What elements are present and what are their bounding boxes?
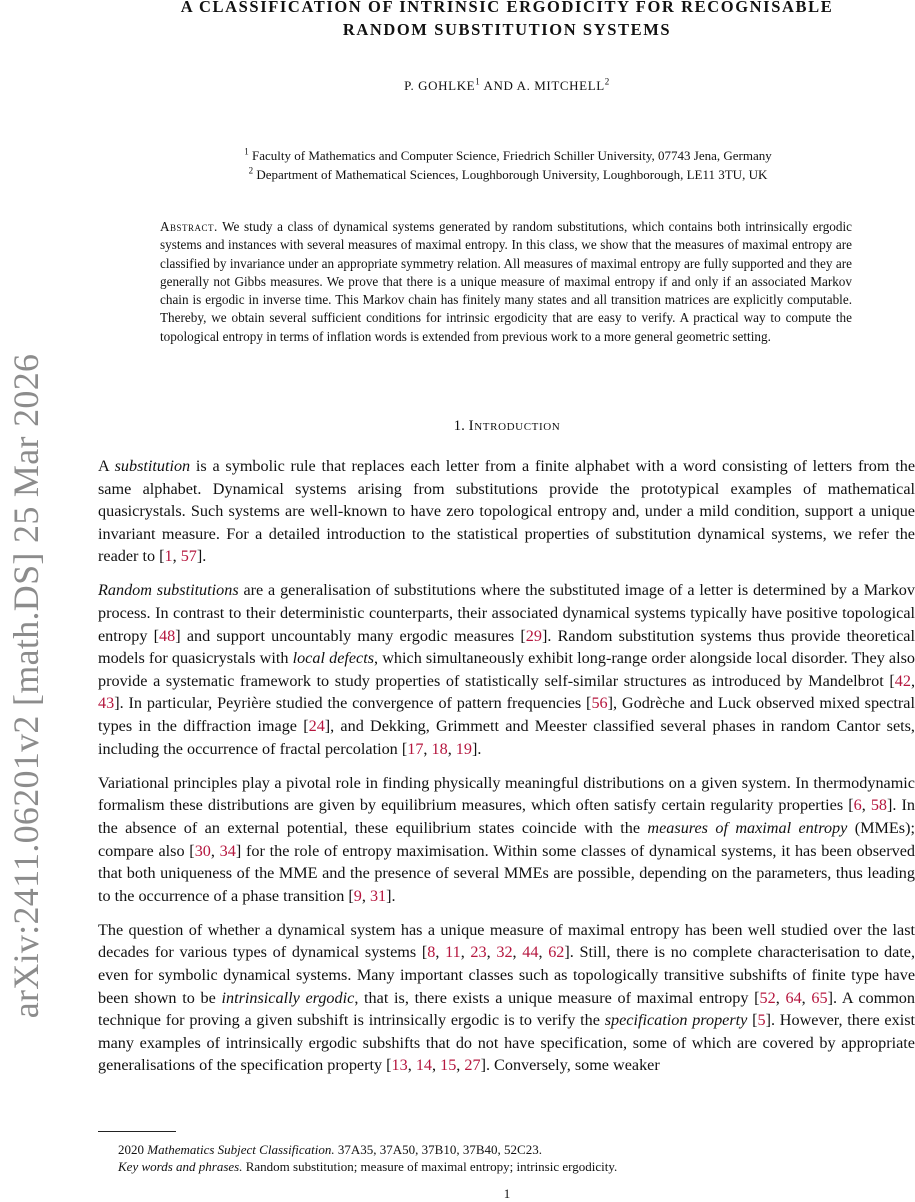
author-conjunction: AND — [483, 78, 514, 93]
text-run: is a symbolic rule that replaces each letter from a finite alphabet with a word consisting of letters from the same alphabet. Dynamical systems arising from substitutions provide the prototypical examples of mathematical quasicrystals. Such systems are well-known to have zero topological entropy and, under a mild condition, support a unique invariant measure. For a detailed introduction to the statistical properties of substitution dynamical systems, we refer the reader to [ — [98, 457, 915, 566]
body-text — [98, 455, 915, 1088]
paper-title — [98, 0, 915, 41]
text-run: ]. Conversely, some weaker — [480, 1056, 660, 1075]
text-run: are a generalisation of substitutions where the substituted image of a letter is determined by a Markov process. In contrast to their deterministic counterparts, their associated dynamical systems typically have positive topological entropy [ — [98, 581, 915, 645]
citation-link[interactable]: 15 — [440, 1056, 457, 1075]
text-run: The question of whether a dynamical system has a unique measure of maximal entropy has been well studied over the last decades for various types of dynamical systems [ — [98, 920, 915, 962]
citation-link[interactable]: 27 — [464, 1056, 481, 1075]
citation-link[interactable]: 58 — [870, 796, 888, 815]
citation-link[interactable]: 9 — [353, 886, 362, 905]
arxiv-side-stamp — [4, 236, 48, 1136]
footnote-rule — [98, 1131, 176, 1132]
citation-link[interactable]: 65 — [811, 988, 828, 1007]
author-2-affil-mark: 2 — [604, 76, 610, 87]
citation-link[interactable]: 57 — [180, 547, 197, 566]
citation-link[interactable]: 32 — [496, 943, 513, 962]
citation-link[interactable]: 17 — [407, 739, 424, 758]
msc-year: 2020 — [118, 1142, 144, 1157]
citation-link[interactable]: 13 — [391, 1056, 408, 1075]
citation-link[interactable]: 30 — [194, 841, 211, 860]
affiliation-2-mark: 2 — [248, 165, 254, 176]
affiliation-1-mark: 1 — [244, 146, 249, 157]
citation-link[interactable]: 44 — [522, 943, 539, 962]
text-run: [ — [747, 1011, 758, 1030]
text-run: ]. Random substitution systems thus provide theoretical models for quasicrystals with — [98, 626, 915, 668]
affiliation-2 — [168, 167, 848, 183]
section-title: Introduction — [468, 418, 561, 434]
keywords-label: Key words and phrases. — [118, 1159, 243, 1174]
citation-link[interactable]: 18 — [431, 739, 448, 758]
citation-link[interactable]: 5 — [757, 1011, 766, 1030]
citation-link[interactable]: 6 — [853, 796, 862, 815]
section-heading — [98, 418, 915, 435]
msc-label: Mathematics Subject Classification. — [147, 1142, 335, 1157]
paragraph-4: The question of whether a dynamical system has a unique measure of maximal entropy has been well studied over the last decades for various types of dynamical systems [8, 11, 23, 32, 44, 62]. Still, there is no complete characterisation to date, even for symbolic dynamical systems. Many important classes such as topologically transitive subshifts of finite type have been shown to be intrinsically ergodic, that is, there exists a unique measure of maximal entropy [52, 64, 65]. A common technique for proving a given subshift is intrinsically ergodic is to verify the specification property [5]. However, there exist many examples of intrinsically ergodic subshifts that do not have specification, some of which are covered by appropriate generalisations of the specification property [13, 14, 15, 27]. Conversely, some weaker — [98, 920, 915, 1075]
text-run: Variational principles play a pivotal role in finding physically meaningful distributions on a given system. In thermodynamic formalism these distributions are given by equilibrium measures, which often satisfy certain regularity properties [ — [98, 773, 915, 815]
text-run: ] for the role of entropy maximisation. Within some classes of dynamical systems, it has been observed that both uniqueness of the MME and the presence of several MMEs are possible, depending on the parameters, thus leading to the occurrence of a phase transition [ — [98, 841, 915, 905]
text-run: ]. — [196, 547, 207, 566]
text-run: ]. A common technique for proving a given subshift is intrinsically ergodic is to verify the — [98, 988, 915, 1030]
citation-link[interactable]: 8 — [427, 943, 436, 962]
keywords-text: Random substitution; measure of maximal entropy; intrinsic ergodicity. — [245, 1159, 618, 1174]
text-run: ]. In the absence of an external potential, these equilibrium states coincide with the — [98, 796, 915, 837]
text-run: ]. — [471, 739, 482, 758]
citation-link[interactable]: 42 — [894, 671, 911, 690]
emphasis: intrinsically ergodic — [221, 988, 355, 1007]
msc-codes: 37A35, 37A50, 37B10, 37B40, 52C23. — [337, 1142, 542, 1157]
title-line-2: RANDOM SUBSTITUTION SYSTEMS — [342, 20, 672, 39]
citation-link[interactable]: 24 — [308, 717, 325, 736]
emphasis: substitution — [114, 457, 191, 475]
emphasis: Random substitutions — [98, 581, 239, 600]
emphasis: measures of maximal entropy — [647, 818, 848, 837]
paragraph-1: A substitution is a symbolic rule that replaces each letter from a finite alphabet with a word consisting of letters from the same alphabet. Dynamical systems arising from substitutions provide the prototypical examples of mathematical quasicrystals. Such systems are well-known to have zero topological entropy and, under a mild condition, support a unique invariant measure. For a detailed introduction to the statistical properties of substitution dynamical systems, we refer the reader to [1, 57]. — [98, 457, 915, 566]
footnote-keywords — [118, 1159, 617, 1175]
citation-link[interactable]: 31 — [369, 886, 387, 905]
text-run: , which simultaneously exhibit long-range order alongside local disorder. They also provide a systematic framework to study properties of statistically self-similar structures as introduced by Mandelbrot [ — [98, 649, 915, 690]
title-line-1: A CLASSIFICATION OF INTRINSIC ERGODICITY FOR RECOGNISABLE — [180, 0, 834, 16]
citation-link[interactable]: 62 — [548, 943, 565, 962]
author-list — [98, 78, 915, 94]
text-run: ], and Dekking, Grimmett and Meester classified several phases in random Cantor sets, including the occurrence of fractal percolation [ — [98, 717, 915, 758]
citation-link[interactable]: 14 — [415, 1056, 432, 1075]
citation-link[interactable]: 52 — [759, 988, 776, 1007]
text-run: ], Godrèche and Luck observed mixed spectral types in the diffraction image [ — [98, 694, 915, 736]
footnote-msc — [118, 1142, 542, 1158]
author-2: A. MITCHELL — [516, 78, 605, 93]
text-run: ] and support uncountably many ergodic measures [ — [175, 626, 526, 645]
paragraph-2: Random substitutions are a generalisation of substitutions where the substituted image of a letter is determined by a Markov process. In contrast to their deterministic counterparts, their associated dynamical systems typically have positive topological entropy [48] and support uncountably many ergodic measures [29]. Random substitution systems thus provide theoretical models for quasicrystals with local defects, which simultaneously exhibit long-range order alongside local disorder. They also provide a systematic framework to study properties of statistically self-similar structures as introduced by Mandelbrot [42, 43]. In particular, Peyrière studied the convergence of pattern frequencies [56], Godrèche and Luck observed mixed spectral types in the diffraction image [24], and Dekking, Grimmett and Meester classified several phases in random Cantor sets, including the occurrence of fractal percolation [17, 18, 19]. — [98, 581, 915, 758]
affiliation-1 — [168, 148, 848, 164]
text-run: A — [98, 457, 115, 475]
abstract — [160, 218, 852, 346]
text-run: ]. Still, there is no complete characterisation to date, even for symbolic dynamical systems. Many important classes such as topologically transitive subshifts of finite type have been shown to be — [98, 943, 915, 1007]
section-number: 1. — [453, 418, 465, 434]
citation-link[interactable]: 29 — [525, 626, 542, 645]
citation-link[interactable]: 48 — [159, 626, 176, 645]
citation-link[interactable]: 23 — [470, 943, 487, 962]
affiliation-2-text: Department of Mathematical Sciences, Loughborough University, Loughborough, LE11 3TU, UK — [256, 167, 768, 182]
emphasis: local defects — [292, 649, 375, 668]
page-number: 1 — [503, 1186, 511, 1201]
text-run: ]. In particular, Peyrière studied the convergence of pattern frequencies [ — [114, 694, 592, 713]
citation-link[interactable]: 1 — [164, 547, 173, 566]
text-run: , that is, there exists a unique measure of maximal entropy [ — [354, 988, 760, 1007]
emphasis: specification property — [604, 1011, 748, 1030]
affiliation-1-text: Faculty of Mathematics and Computer Science, Friedrich Schiller University, 07743 Jena, Germany — [252, 148, 772, 163]
citation-link[interactable]: 56 — [591, 694, 608, 713]
citation-link[interactable]: 19 — [455, 739, 472, 758]
abstract-label: Abstract. — [160, 219, 218, 234]
author-1-affil-mark: 1 — [475, 76, 481, 87]
citation-link[interactable]: 34 — [219, 841, 236, 860]
citation-link[interactable]: 64 — [785, 988, 802, 1007]
abstract-text: We study a class of dynamical systems generated by random substitutions, which contains both intrinsically ergodic systems and instances with several measures of maximal entropy. In this class, we show that the measures of maximal entropy are classified by invariance under an appropriate symmetry relation. All measures of maximal entropy are fully supported and they are generally not Gibbs measures. We prove that there is a unique measure of maximal entropy if and only if an associated Markov chain is ergodic in inverse time. This Markov chain has finitely many states and all transition matrices are explicitly computable. Thereby, we obtain several sufficient conditions for intrinsic ergodicity that are easy to verify. A practical way to compute the topological entropy in terms of inflation words is extended from previous work to a more general geometric setting. — [160, 219, 852, 344]
text-run: ]. — [386, 886, 396, 905]
arxiv-identifier: arXiv:2411.06201v2 [math.DS] 25 Mar 2026 — [6, 353, 46, 1019]
author-1: P. GOHLKE — [404, 78, 476, 93]
citation-link[interactable]: 11 — [445, 943, 461, 962]
paragraph-3: Variational principles play a pivotal role in finding physically meaningful distributions on a given system. In thermodynamic formalism these distributions are given by equilibrium measures, which often satisfy certain regularity properties [6, 58]. In the absence of an external potential, these equilibrium states coincide with the measures of maximal entropy (MMEs); compare also [30, 34] for the role of entropy maximisation. Within some classes of dynamical systems, it has been observed that both uniqueness of the MME and the presence of several MMEs are possible, depending on the parameters, thus leading to the occurrence of a phase transition [9, 31]. — [98, 773, 915, 905]
text-run: ]. However, there exist many examples of intrinsically ergodic subshifts that do not have specification, some of which are covered by appropriate generalisations of the specification property [ — [98, 1011, 915, 1075]
text-run: (MMEs); compare also [ — [98, 818, 915, 860]
citation-link[interactable]: 43 — [98, 694, 115, 713]
